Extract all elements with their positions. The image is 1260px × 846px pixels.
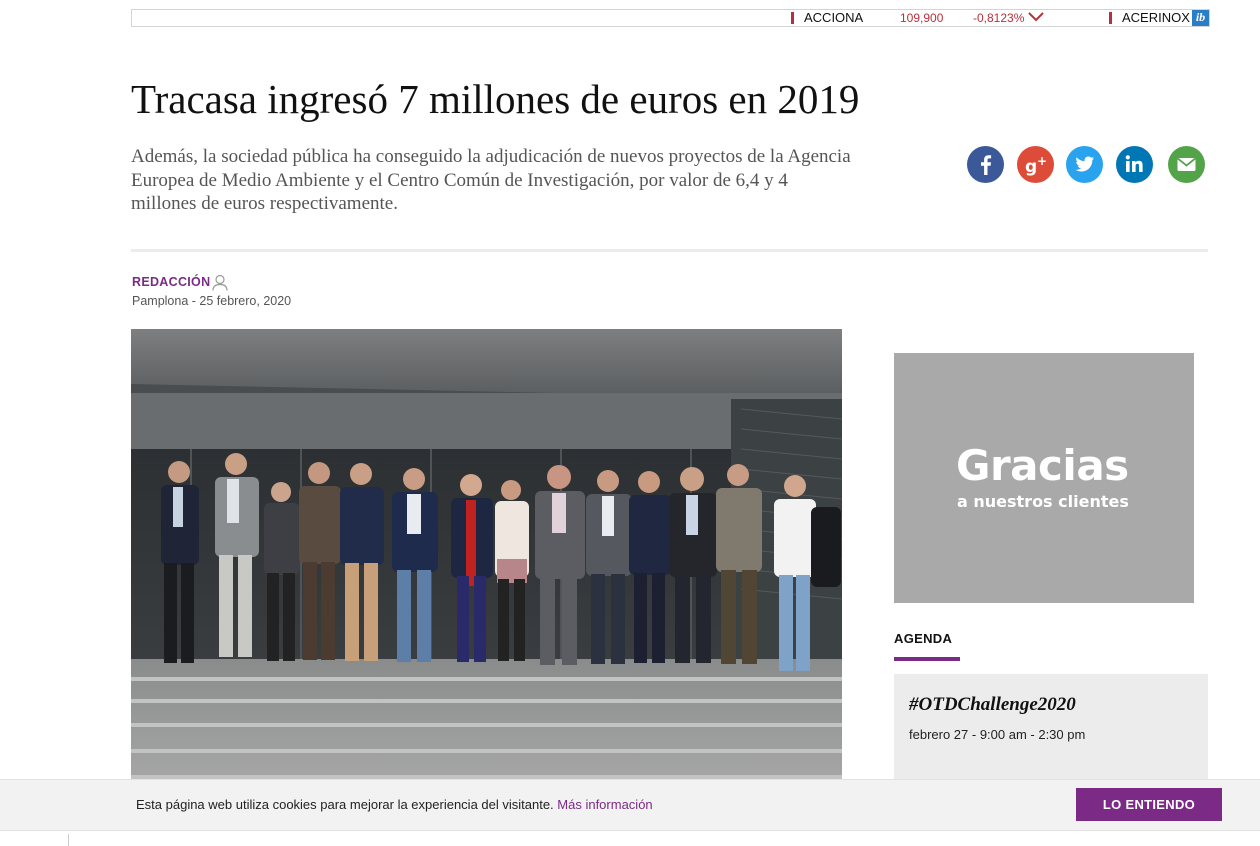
ibex-logo: ib <box>1192 10 1209 26</box>
google-plus-share-button[interactable] <box>1017 146 1054 183</box>
more-info-link[interactable]: Más información <box>557 797 653 812</box>
ad-subtitle: a nuestros clientes <box>957 492 1129 511</box>
article-subtitle: Además, la sociedad pública ha conseguido la adjudicación de nuevos proyectos de la Agencia Europea de Medio Ambiente y el Centro Común de Investigación, por valor de 6,4 y 4 millones de euros respectivamente. <box>131 146 851 214</box>
svg-text:g: g <box>1025 157 1038 177</box>
article-dateline: Pamplona - 25 febrero, 2020 <box>132 294 292 308</box>
cookie-consent-bar <box>0 779 1260 831</box>
accept-cookies-button[interactable]: LO ENTIENDO <box>1076 788 1222 821</box>
ad-title: Gracias <box>956 441 1129 490</box>
ticker-name-acciona[interactable]: ACCIONA <box>804 10 864 25</box>
facebook-share-button[interactable] <box>967 146 1004 183</box>
facebook-icon <box>967 146 1004 183</box>
cookie-message <box>136 797 653 812</box>
agenda-event-time: febrero 27 - 9:00 am - 2:30 pm <box>909 727 1086 742</box>
email-share-button[interactable] <box>1168 146 1205 183</box>
ticker-value: 109,900 <box>900 11 944 25</box>
stock-ticker <box>131 9 1210 27</box>
article-headline: Tracasa ingresó 7 millones de euros en 2019 <box>131 76 860 122</box>
user-icon <box>212 274 228 291</box>
scroll-marker <box>68 834 69 846</box>
author-link[interactable]: REDACCIÓN <box>132 275 211 289</box>
google-plus-icon <box>1017 146 1054 183</box>
cookie-text: Esta página web utiliza cookies para mejorar la experiencia del visitante. <box>136 797 558 812</box>
arrow-down-icon <box>1028 11 1044 23</box>
ticker-marker <box>791 12 794 24</box>
agenda-event-title[interactable]: #OTDChallenge2020 <box>909 694 1076 715</box>
header-divider <box>131 249 1208 252</box>
agenda-heading: AGENDA <box>894 631 953 646</box>
linkedin-icon <box>1116 146 1153 183</box>
ticker-marker <box>1109 12 1112 24</box>
email-icon <box>1168 146 1205 183</box>
ticker-change: -0,8123% <box>973 11 1025 25</box>
article-photo[interactable] <box>131 329 842 784</box>
sidebar-ad-banner[interactable] <box>894 353 1194 603</box>
agenda-underline <box>894 657 960 661</box>
ticker-name-acerinox[interactable]: ACERINOX <box>1122 10 1190 25</box>
linkedin-share-button[interactable] <box>1116 146 1153 183</box>
svg-text:+: + <box>1037 154 1048 168</box>
twitter-share-button[interactable] <box>1066 146 1103 183</box>
twitter-icon <box>1066 146 1103 183</box>
group-photo-image <box>131 329 842 784</box>
